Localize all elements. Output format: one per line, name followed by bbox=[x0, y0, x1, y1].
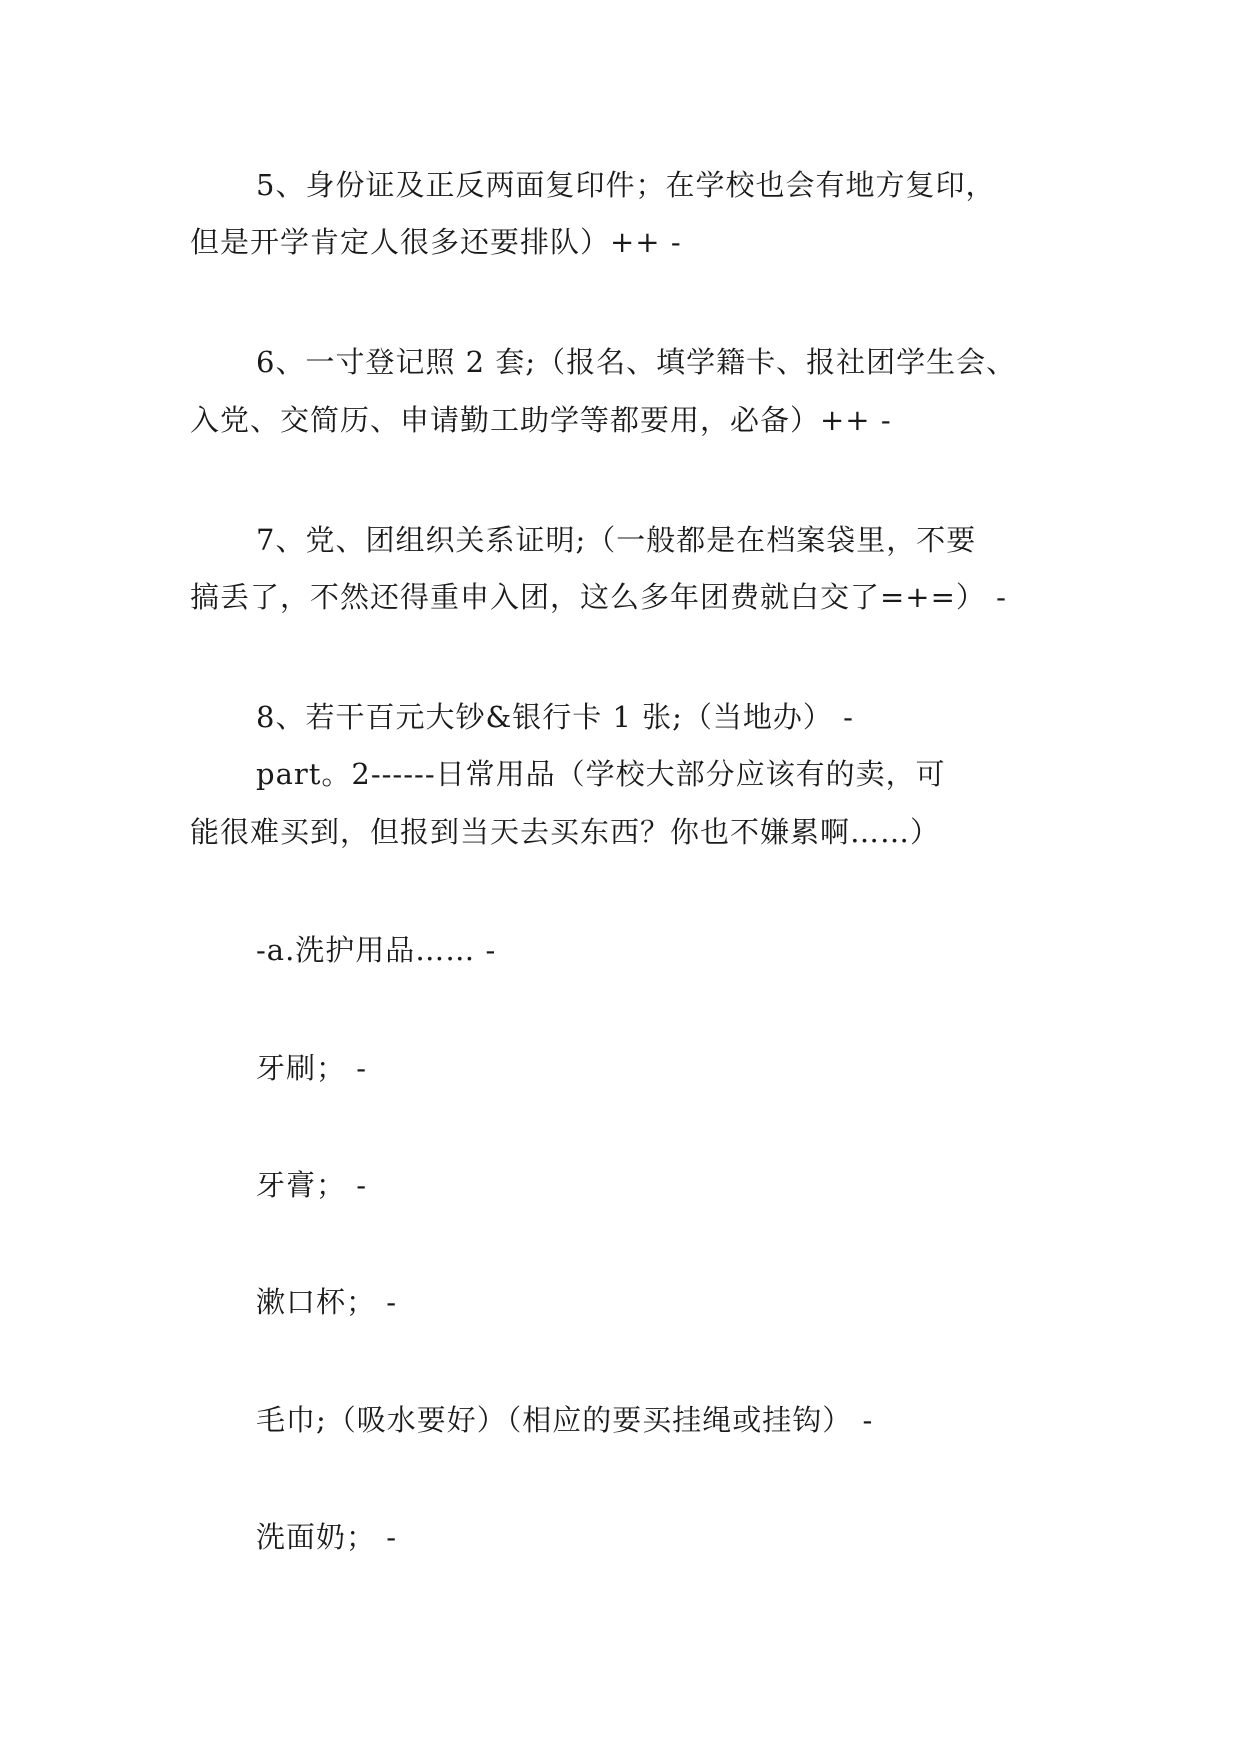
item-7-line-1: 7、党、团组织关系证明;（一般都是在档案袋里，不要 bbox=[256, 523, 977, 557]
part-2-heading-line-2: 能很难买到，但报到当天去买东西？你也不嫌累啊……） bbox=[190, 815, 941, 849]
list-item-facial-cleanser: 洗面奶； - bbox=[256, 1520, 398, 1554]
part-2-heading-line-1: part。2------日常用品（学校大部分应该有的卖，可 bbox=[256, 757, 946, 791]
list-item-towel: 毛巾;（吸水要好）（相应的要买挂绳或挂钩） - bbox=[256, 1403, 874, 1437]
list-item-rinse-cup: 漱口杯； - bbox=[256, 1285, 398, 1319]
item-7-line-2: 搞丢了，不然还得重申入团，这么多年团费就白交了=+=） - bbox=[190, 580, 1007, 614]
list-item-toothpaste: 牙膏； - bbox=[256, 1168, 368, 1202]
list-item-toothbrush: 牙刷； - bbox=[256, 1051, 368, 1085]
subsection-a-heading: -a.洗护用品…… - bbox=[256, 933, 497, 967]
item-8-line: 8、若干百元大钞&银行卡 1 张;（当地办） - bbox=[256, 700, 854, 734]
item-6-line-2: 入党、交简历、申请勤工助学等都要用，必备）++ - bbox=[190, 403, 892, 437]
item-6-line-1: 6、一寸登记照 2 套;（报名、填学籍卡、报社团学生会、 bbox=[256, 345, 1017, 379]
item-5-line-2: 但是开学肯定人很多还要排队）++ - bbox=[190, 225, 682, 259]
item-5-line-1: 5、身份证及正反两面复印件；在学校也会有地方复印， bbox=[256, 168, 996, 202]
